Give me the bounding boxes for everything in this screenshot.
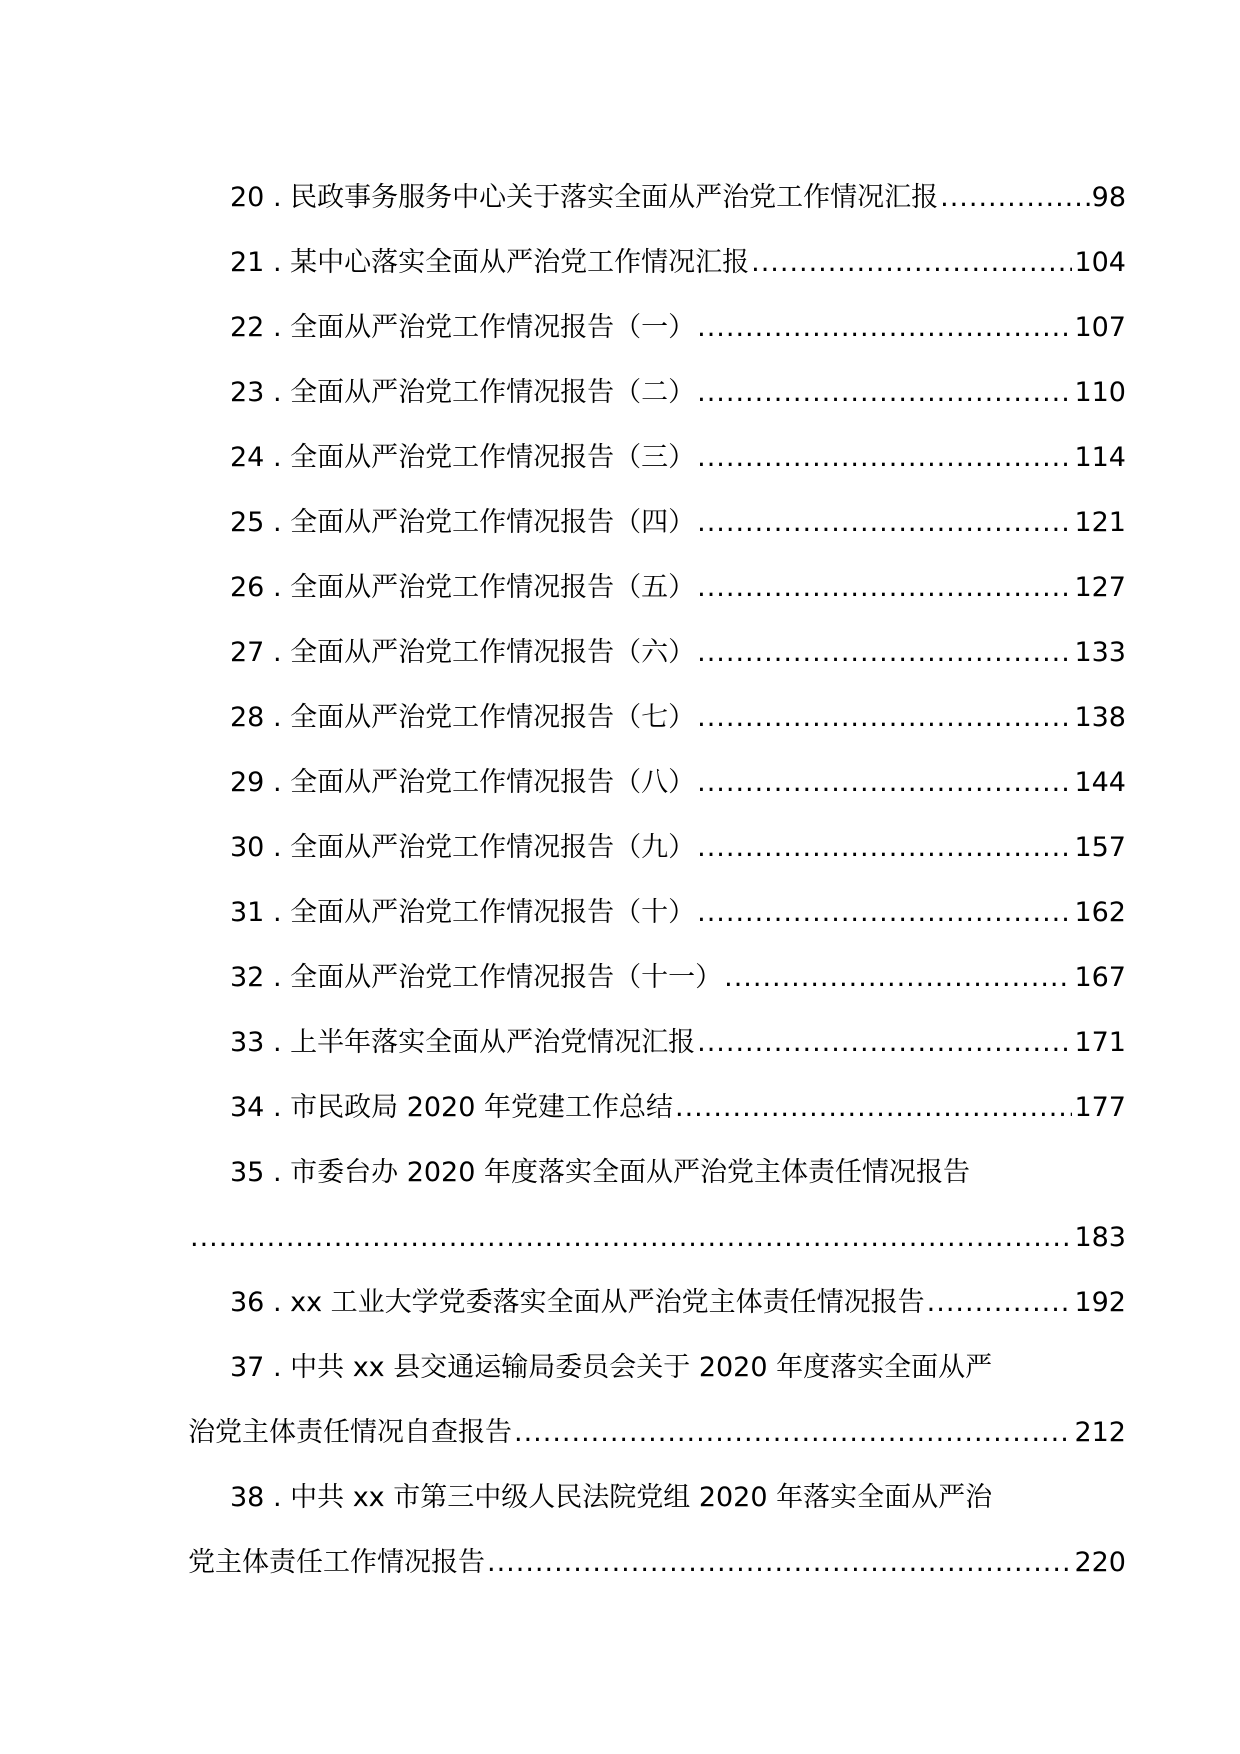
toc-entry-title: 26 . 全面从严治党工作情况报告（五） — [230, 572, 696, 603]
toc-page-number: 98 — [1091, 182, 1126, 213]
leader-dots — [697, 815, 1072, 880]
toc-entry-title: 32 . 全面从严治党工作情况报告（十一） — [230, 962, 723, 993]
toc-entry-title: 33 . 上半年落实全面从严治党情况汇报 — [230, 1027, 696, 1058]
toc-entry-title: 36 . xx 工业大学党委落实全面从严治党主体责任情况报告 — [230, 1287, 925, 1318]
toc-entry-38-continuation[interactable] — [188, 1530, 1126, 1595]
toc-page-number: 162 — [1074, 897, 1126, 928]
toc-page-number: 177 — [1074, 1092, 1126, 1123]
toc-entry-title: 22 . 全面从严治党工作情况报告（一） — [230, 312, 696, 343]
leader-dots — [190, 1205, 1072, 1270]
leader-dots — [697, 1010, 1072, 1075]
toc-page-number: 171 — [1074, 1027, 1126, 1058]
toc-entry-36[interactable] — [188, 1270, 1126, 1335]
toc-entry-23[interactable] — [188, 360, 1126, 425]
toc-page-number: 104 — [1074, 247, 1126, 278]
toc-page-number: 144 — [1074, 767, 1126, 798]
leader-dots — [724, 945, 1072, 1010]
leader-dots — [697, 490, 1072, 555]
toc-page-number: 220 — [1074, 1547, 1126, 1578]
toc-entry-title: 24 . 全面从严治党工作情况报告（三） — [230, 442, 696, 473]
toc-entry-29[interactable] — [188, 750, 1126, 815]
toc-entry-title: 31 . 全面从严治党工作情况报告（十） — [230, 897, 696, 928]
toc-entry-title: 25 . 全面从严治党工作情况报告（四） — [230, 507, 696, 538]
leader-dots — [697, 750, 1072, 815]
toc-entry-37[interactable] — [188, 1335, 1126, 1400]
leader-dots — [927, 1270, 1073, 1335]
toc-entry-26[interactable] — [188, 555, 1126, 620]
toc-entry-37-continuation[interactable] — [188, 1400, 1126, 1465]
toc-entry-31[interactable] — [188, 880, 1126, 945]
leader-dots — [514, 1400, 1072, 1465]
leader-dots — [697, 425, 1072, 490]
toc-entry-24[interactable] — [188, 425, 1126, 490]
toc-entry-28[interactable] — [188, 685, 1126, 750]
toc-entry-22[interactable] — [188, 295, 1126, 360]
toc-page-number: 127 — [1074, 572, 1126, 603]
table-of-contents — [188, 165, 1126, 1595]
toc-entry-33[interactable] — [188, 1010, 1126, 1075]
leader-dots — [697, 555, 1072, 620]
toc-page-number: 183 — [1074, 1222, 1126, 1253]
leader-dots — [697, 880, 1072, 945]
toc-entry-34[interactable] — [188, 1075, 1126, 1140]
toc-page-number: 157 — [1074, 832, 1126, 863]
toc-entry-title: 37 . 中共 xx 县交通运输局委员会关于 2020 年度落实全面从严 — [230, 1352, 993, 1383]
toc-page-number: 121 — [1074, 507, 1126, 538]
toc-page-number: 114 — [1074, 442, 1126, 473]
leader-dots — [697, 360, 1072, 425]
toc-entry-title: 38 . 中共 xx 市第三中级人民法院党组 2020 年落实全面从严治 — [230, 1482, 993, 1513]
toc-entry-27[interactable] — [188, 620, 1126, 685]
leader-dots — [940, 165, 1090, 230]
toc-page-number: 167 — [1074, 962, 1126, 993]
leader-dots — [697, 295, 1072, 360]
toc-entry-35[interactable] — [188, 1140, 1126, 1205]
leader-dots — [697, 685, 1072, 750]
toc-page-number: 110 — [1074, 377, 1126, 408]
leader-dots — [675, 1075, 1072, 1140]
toc-entry-title-continued: 治党主体责任情况自查报告 — [188, 1417, 512, 1448]
toc-page-number: 133 — [1074, 637, 1126, 668]
toc-entry-20[interactable] — [188, 165, 1126, 230]
toc-page-number: 192 — [1074, 1287, 1126, 1318]
toc-page-number: 107 — [1074, 312, 1126, 343]
toc-entry-title: 28 . 全面从严治党工作情况报告（七） — [230, 702, 696, 733]
toc-entry-title: 21 . 某中心落实全面从严治党工作情况汇报 — [230, 247, 750, 278]
toc-entry-title: 27 . 全面从严治党工作情况报告（六） — [230, 637, 696, 668]
toc-entry-title: 34 . 市民政局 2020 年党建工作总结 — [230, 1092, 673, 1123]
toc-entry-21[interactable] — [188, 230, 1126, 295]
toc-entry-title: 35 . 市委台办 2020 年度落实全面从严治党主体责任情况报告 — [230, 1157, 970, 1188]
toc-entry-32[interactable] — [188, 945, 1126, 1010]
toc-entry-title: 23 . 全面从严治党工作情况报告（二） — [230, 377, 696, 408]
leader-dots — [487, 1530, 1072, 1595]
toc-entry-38[interactable] — [188, 1465, 1126, 1530]
toc-entry-25[interactable] — [188, 490, 1126, 555]
toc-entry-title: 30 . 全面从严治党工作情况报告（九） — [230, 832, 696, 863]
toc-entry-title: 29 . 全面从严治党工作情况报告（八） — [230, 767, 696, 798]
leader-dots — [697, 620, 1072, 685]
toc-entry-35-continuation[interactable] — [188, 1205, 1126, 1270]
toc-entry-title: 20 . 民政事务服务中心关于落实全面从严治党工作情况汇报 — [230, 182, 939, 213]
toc-entry-title-continued: 党主体责任工作情况报告 — [188, 1547, 485, 1578]
leader-dots — [751, 230, 1072, 295]
toc-page-number: 212 — [1074, 1417, 1126, 1448]
toc-page-number: 138 — [1074, 702, 1126, 733]
toc-entry-30[interactable] — [188, 815, 1126, 880]
